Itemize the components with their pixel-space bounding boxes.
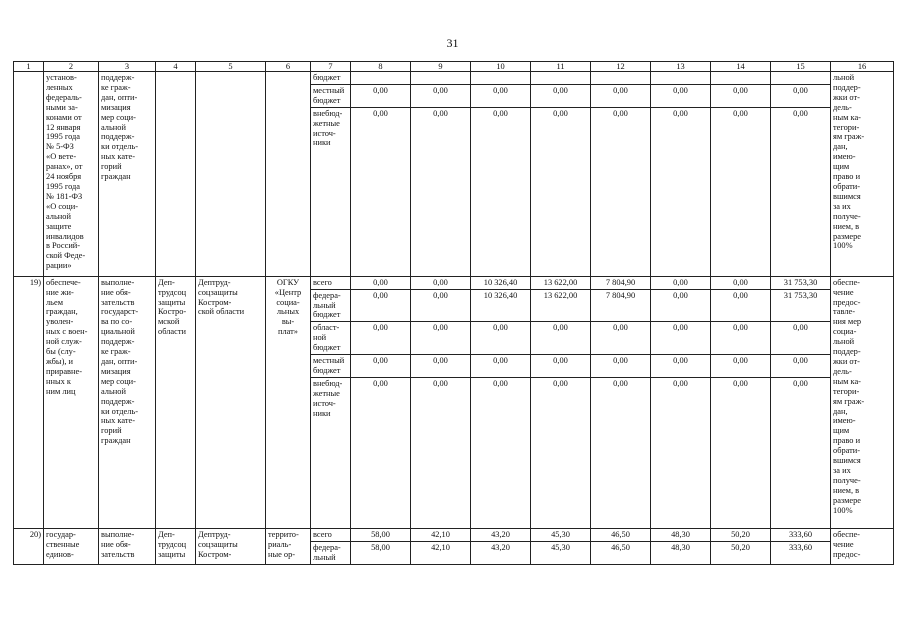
expected-result-cell: обеспе- чение предос- тавле- ния мер социа- льной поддер- жки от- дель- ным ка- тегори- ям граж- дан, имею- щим право и обрати- вшимся за их получе- нием, в размере 100%	[831, 276, 894, 528]
value-cell: 45,30	[531, 528, 591, 541]
value-cell: 333,60	[771, 541, 831, 564]
value-cell: 0,00	[531, 84, 591, 107]
value-cell: 13 622,00	[531, 276, 591, 289]
header-cell: 12	[591, 62, 651, 72]
header-row	[14, 62, 894, 72]
header-cell: 8	[351, 62, 411, 72]
value-cell: 42,10	[411, 541, 471, 564]
participant-cell: ОГКУ «Центр социа- льных вы- плат»	[266, 276, 311, 528]
value-cell: 43,20	[471, 541, 531, 564]
value-cell: 0,00	[651, 322, 711, 355]
responsible-cell: Деп- трудсоц защиты	[156, 528, 196, 564]
task-cell: выполне- ние обя- зательств государст- ва по со- циальной поддерж- ке граж- дан, опти- мизация мер соци- альной поддерж- ки отдель- ных кате- горий граждан	[99, 276, 156, 528]
table-row	[14, 528, 894, 541]
value-cell: 0,00	[411, 322, 471, 355]
value-cell	[411, 72, 471, 85]
value-cell	[771, 72, 831, 85]
value-cell: 45,30	[531, 541, 591, 564]
header-cell: 7	[311, 62, 351, 72]
expected-result-cell: льной поддер- жки от- дель- ным ка- тегори- ям граж- дан, имею- щим право и обрати- вшимся за их получе- нием, в размере 100%	[831, 72, 894, 277]
value-cell: 0,00	[591, 84, 651, 107]
value-cell: 0,00	[471, 322, 531, 355]
value-cell: 0,00	[411, 84, 471, 107]
responsible-cell	[156, 72, 196, 277]
value-cell	[471, 72, 531, 85]
value-cell: 0,00	[771, 322, 831, 355]
value-cell: 0,00	[711, 377, 771, 528]
header-cell: 10	[471, 62, 531, 72]
value-cell: 0,00	[651, 276, 711, 289]
value-cell: 46,50	[591, 541, 651, 564]
expected-result-cell: обеспе- чение предос-	[831, 528, 894, 564]
value-cell: 0,00	[351, 377, 411, 528]
budget-table	[13, 61, 894, 565]
funding-source-cell: внебюд- жетные источ- ники	[311, 107, 351, 276]
funding-source-cell: всего	[311, 276, 351, 289]
value-cell: 333,60	[771, 528, 831, 541]
item-number-cell: 20)	[14, 528, 44, 564]
header-cell: 5	[196, 62, 266, 72]
value-cell: 0,00	[471, 84, 531, 107]
value-cell: 0,00	[771, 355, 831, 378]
value-cell: 0,00	[591, 107, 651, 276]
value-cell	[351, 72, 411, 85]
value-cell: 0,00	[531, 377, 591, 528]
funding-source-cell: всего	[311, 528, 351, 541]
header-cell: 2	[44, 62, 99, 72]
value-cell: 31 753,30	[771, 289, 831, 322]
value-cell: 7 804,90	[591, 289, 651, 322]
value-cell: 48,30	[651, 541, 711, 564]
value-cell: 0,00	[591, 322, 651, 355]
value-cell: 46,50	[591, 528, 651, 541]
value-cell	[591, 72, 651, 85]
value-cell: 0,00	[351, 322, 411, 355]
value-cell: 0,00	[351, 107, 411, 276]
value-cell: 0,00	[531, 355, 591, 378]
header-cell: 1	[14, 62, 44, 72]
value-cell: 0,00	[771, 84, 831, 107]
value-cell: 31 753,30	[771, 276, 831, 289]
value-cell: 0,00	[711, 84, 771, 107]
value-cell	[711, 72, 771, 85]
header-cell: 15	[771, 62, 831, 72]
value-cell: 0,00	[711, 322, 771, 355]
item-number-cell	[14, 72, 44, 277]
funding-source-cell: федера- льный бюджет	[311, 289, 351, 322]
value-cell: 42,10	[411, 528, 471, 541]
value-cell: 43,20	[471, 528, 531, 541]
funding-source-cell: област- ной бюджет	[311, 322, 351, 355]
participant-cell: террито- риаль- ные ор-	[266, 528, 311, 564]
page-number: 31	[446, 36, 459, 50]
value-cell: 0,00	[771, 107, 831, 276]
value-cell: 48,30	[651, 528, 711, 541]
header-cell: 13	[651, 62, 711, 72]
value-cell: 0,00	[411, 355, 471, 378]
executor-cell: Дептруд- соцзащиты Костром- ской области	[196, 276, 266, 528]
value-cell: 0,00	[591, 355, 651, 378]
value-cell: 0,00	[471, 107, 531, 276]
value-cell: 10 326,40	[471, 276, 531, 289]
measure-description-cell: установ- ленных федераль- ными за- конами от 12 января 1995 года № 5-ФЗ «О вете- ранах», от 24 ноября 1995 года № 181-ФЗ «О соци- альной защите инвалидов в Россий- ской Феде- рации»	[44, 72, 99, 277]
value-cell: 0,00	[651, 289, 711, 322]
value-cell: 0,00	[411, 276, 471, 289]
value-cell: 0,00	[531, 107, 591, 276]
value-cell: 0,00	[651, 355, 711, 378]
header-cell: 9	[411, 62, 471, 72]
value-cell: 0,00	[351, 289, 411, 322]
value-cell: 0,00	[711, 289, 771, 322]
value-cell: 0,00	[711, 355, 771, 378]
value-cell: 0,00	[591, 377, 651, 528]
header-cell: 11	[531, 62, 591, 72]
value-cell: 0,00	[351, 276, 411, 289]
header-cell: 3	[99, 62, 156, 72]
header-cell: 16	[831, 62, 894, 72]
task-cell: выполне- ние обя- зательств	[99, 528, 156, 564]
task-cell: поддерж- ке граж- дан, опти- мизация мер соци- альной поддерж- ки отдель- ных кате- горий граждан	[99, 72, 156, 277]
value-cell: 0,00	[651, 84, 711, 107]
funding-source-cell: бюджет	[311, 72, 351, 85]
value-cell: 0,00	[771, 377, 831, 528]
value-cell: 50,20	[711, 541, 771, 564]
funding-source-cell: местный бюджет	[311, 84, 351, 107]
value-cell: 0,00	[471, 377, 531, 528]
measure-description-cell: государ- ственные единов-	[44, 528, 99, 564]
participant-cell	[266, 72, 311, 277]
value-cell: 0,00	[411, 377, 471, 528]
value-cell: 58,00	[351, 541, 411, 564]
responsible-cell: Деп- трудсоц защиты Костро- мской области	[156, 276, 196, 528]
value-cell: 0,00	[471, 355, 531, 378]
value-cell: 0,00	[411, 289, 471, 322]
funding-source-cell: федера- льный	[311, 541, 351, 564]
value-cell: 0,00	[351, 84, 411, 107]
header-cell: 6	[266, 62, 311, 72]
value-cell: 58,00	[351, 528, 411, 541]
value-cell: 50,20	[711, 528, 771, 541]
value-cell: 0,00	[351, 355, 411, 378]
item-number-cell: 19)	[14, 276, 44, 528]
header-cell: 4	[156, 62, 196, 72]
value-cell: 0,00	[711, 107, 771, 276]
value-cell: 10 326,40	[471, 289, 531, 322]
value-cell: 0,00	[651, 377, 711, 528]
value-cell: 0,00	[711, 276, 771, 289]
value-cell: 0,00	[651, 107, 711, 276]
value-cell	[651, 72, 711, 85]
funding-source-cell: местный бюджет	[311, 355, 351, 378]
value-cell: 7 804,90	[591, 276, 651, 289]
header-cell: 14	[711, 62, 771, 72]
measure-description-cell: обеспече- ние жи- льем граждан, уволен- ных с воен- ной служ- бы (слу- жбы), и приравне- нных к ним лиц	[44, 276, 99, 528]
value-cell: 13 622,00	[531, 289, 591, 322]
table-row	[14, 72, 894, 85]
executor-cell: Дептруд- соцзащиты Костром-	[196, 528, 266, 564]
value-cell: 0,00	[411, 107, 471, 276]
funding-source-cell: внебюд- жетные источ- ники	[311, 377, 351, 528]
table-row	[14, 276, 894, 289]
executor-cell	[196, 72, 266, 277]
value-cell	[531, 72, 591, 85]
value-cell: 0,00	[531, 322, 591, 355]
